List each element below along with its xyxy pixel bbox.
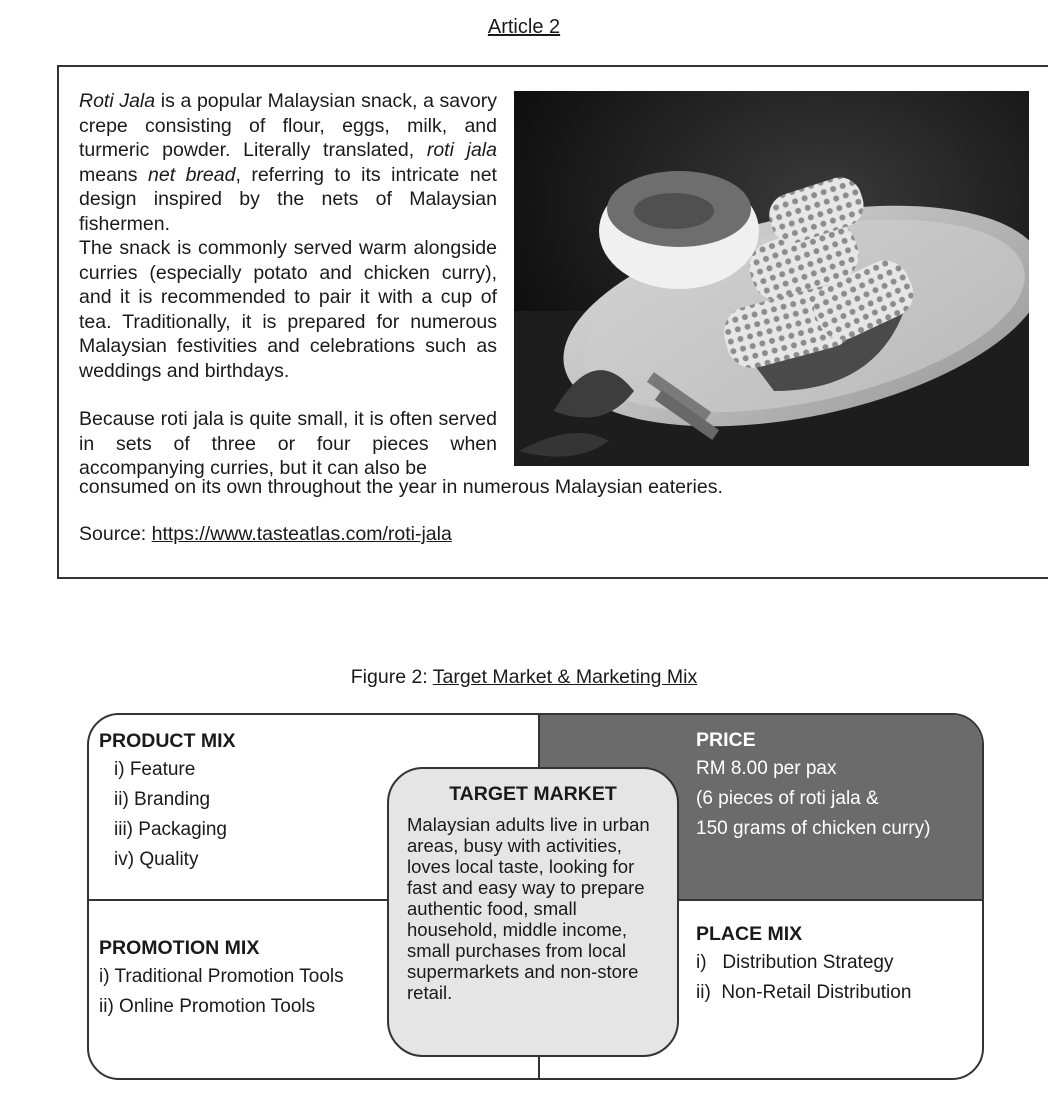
product-mix-item: ii) Branding (114, 789, 211, 810)
place-mix-title: PLACE MIX (696, 923, 803, 945)
product-mix-item: iii) Packaging (114, 819, 227, 840)
place-mix-item: ii) Non-Retail Distribution (696, 982, 912, 1003)
product-mix-item: i) Feature (114, 759, 196, 780)
target-market (387, 767, 679, 1057)
place-mix (696, 920, 911, 1008)
article-text (79, 89, 497, 481)
product-mix-title: PRODUCT MIX (99, 730, 236, 752)
promotion-mix-item: ii) Online Promotion Tools (99, 996, 316, 1017)
product-mix-item: iv) Quality (114, 849, 199, 870)
marketing-mix-diagram (87, 713, 984, 1080)
article-box (57, 65, 1048, 579)
price-line: RM 8.00 per pax (696, 758, 837, 779)
price-line: (6 pieces of roti jala & (696, 788, 879, 809)
promotion-mix (99, 934, 344, 1022)
place-mix-item: i) Distribution Strategy (696, 952, 894, 973)
product-mix (99, 727, 236, 875)
target-market-text: Malaysian adults live in urban areas, busy with activities, loves local taste, looking for fast and easy way to prepare authentic food, small household, middle income, small purchases from local supermarkets and non-store retail. (407, 814, 650, 1003)
price (696, 726, 930, 844)
promotion-mix-title: PROMOTION MIX (99, 937, 260, 959)
source-link[interactable]: https://www.tasteatlas.com/roti-jala (151, 523, 452, 545)
price-title: PRICE (696, 729, 756, 751)
article-paragraph-1: Roti Jala is a popular Malaysian snack, a savory crepe consisting of flour, eggs, milk, and turmeric powder. Literally translated, roti jala means net bread, referring to its intricate net design inspired by the nets of Malaysian fishermen. (79, 90, 497, 235)
article-paragraph-2: The snack is commonly served warm alongside curries (especially potato and chicken curry), and it is recommended to pair it with a cup of tea. Traditionally, it is prepared for numerous Malaysian festivities and celebrations such as weddings and birthdays. (79, 237, 497, 382)
figure-title: Figure 2: Target Market & Marketing Mix (350, 666, 698, 688)
article-heading: Article 2 (487, 16, 561, 38)
target-market-title: TARGET MARKET (449, 783, 617, 805)
article-source: Source: https://www.tasteatlas.com/roti-jala (79, 523, 452, 545)
article-paragraph-3-end: consumed on its own throughout the year in numerous Malaysian eateries. (79, 476, 723, 498)
article-paragraph-3: Because roti jala is quite small, it is often served in sets of three or four pieces when accompanying curries, but it can also be (79, 408, 497, 479)
price-line: 150 grams of chicken curry) (696, 818, 931, 839)
promotion-mix-item: i) Traditional Promotion Tools (99, 966, 344, 987)
roti-jala-photo (514, 91, 1029, 466)
